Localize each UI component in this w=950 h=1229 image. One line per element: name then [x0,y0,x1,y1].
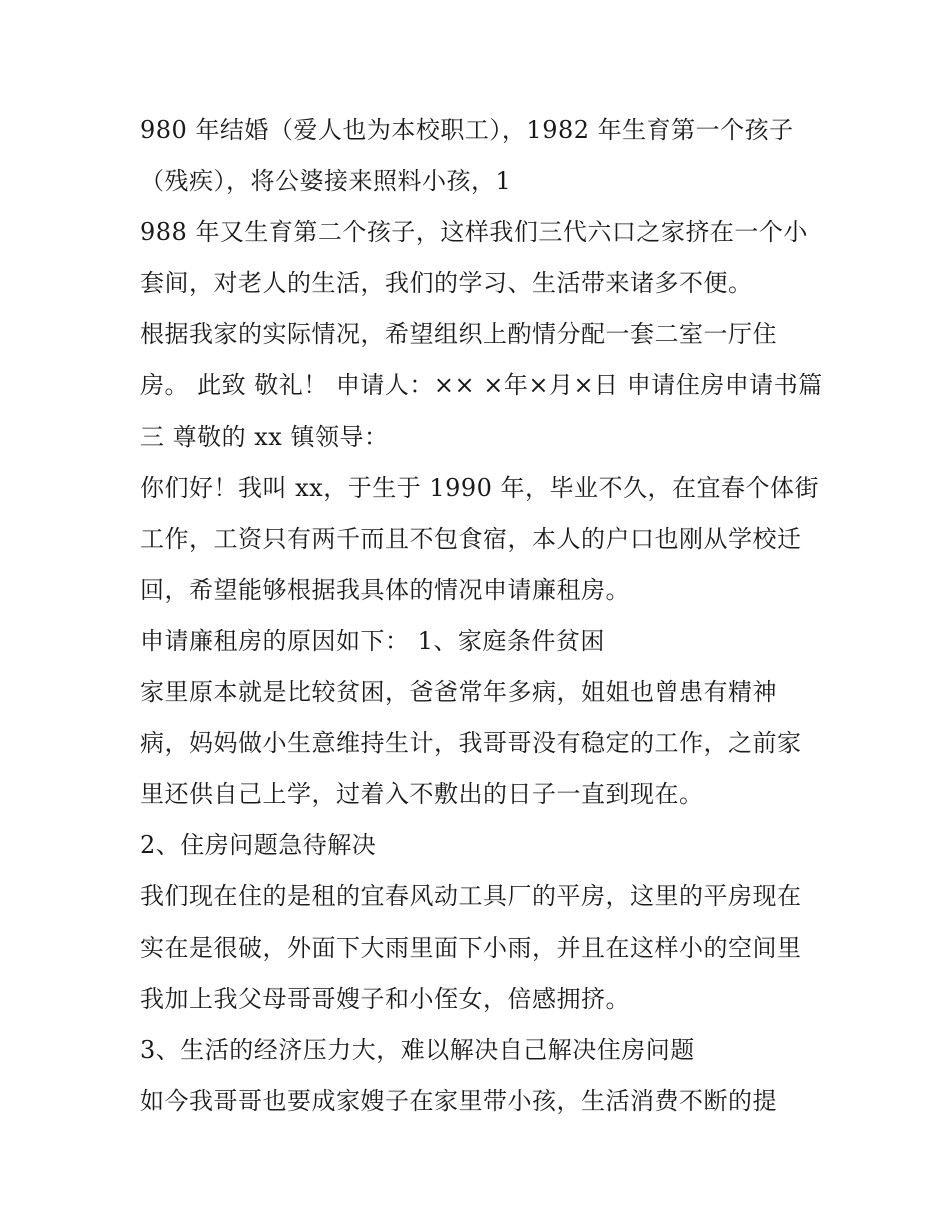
text-line: 工作，工资只有两千而且不包食宿，本人的户口也刚从学校迁 [140,524,802,553]
text-line: 三 尊敬的 xx 镇领导： [140,422,389,451]
text-line: 980 年结婚（爱人也为本校职工），1982 年生育第一个孩子 [140,116,794,144]
text-line: 家里原本就是比较贫困，爸爸常年多病，姐姐也曾患有精神 [140,678,777,707]
text-line: 申请廉租房的原因如下： 1、家庭条件贫困 [140,626,605,655]
text-line: 我加上我父母哥哥嫂子和小侄女，倍感拥挤。 [140,984,630,1013]
text-line: （残疾），将公婆接来照料小孩，1 [140,167,512,196]
text-line: 病，妈妈做小生意维持生计，我哥哥没有稳定的工作，之前家 [140,729,802,758]
text-line: 3、生活的经济压力大，难以解决自己解决住房问题 [140,1035,695,1064]
text-line: 回，希望能够根据我具体的情况申请廉租房。 [140,575,630,604]
text-line: 根据我家的实际情况，希望组织上酌情分配一套二室一厅住 [140,320,777,349]
text-line: 实在是很破，外面下大雨里面下小雨，并且在这样小的空间里 [140,933,802,962]
text-line: 我们现在住的是租的宜春风动工具厂的平房，这里的平房现在 [140,882,802,911]
text-line: 2、住房问题急待解决 [140,831,377,860]
text-line: 里还供自己上学，过着入不敷出的日子一直到现在。 [140,780,704,809]
text-line: 套间，对老人的生活，我们的学习、生活带来诸多不便。 [140,269,753,298]
text-line: 你们好！我叫 xx，于生于 1990 年，毕业不久，在宜春个体街 [140,473,820,502]
document-body [140,108,830,1130]
text-line: 房。 此致 敬礼！ 申请人：×× ×年×月×日 申请住房申请书篇 [140,371,823,400]
text-line: 如今我哥哥也要成家嫂子在家里带小孩，生活消费不断的提 [140,1086,777,1115]
text-line: 988 年又生育第二个孩子，这样我们三代六口之家挤在一个小 [140,218,808,247]
